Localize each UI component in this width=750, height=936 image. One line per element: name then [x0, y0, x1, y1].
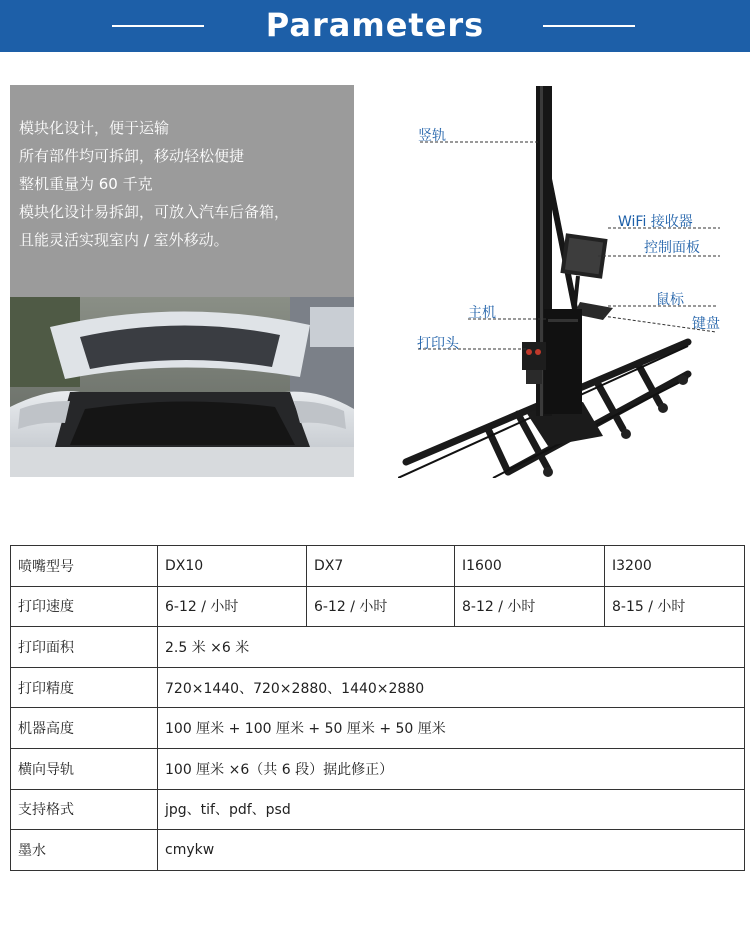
table-cell: DX7: [307, 546, 455, 587]
table-row: [11, 708, 745, 749]
table-row: [11, 748, 745, 789]
callout-mouse: 鼠标: [656, 292, 684, 308]
table-cell: DX10: [158, 546, 307, 587]
callout-host: 主机: [468, 305, 496, 321]
car-trunk-photo: [10, 297, 354, 477]
row-label: 打印精度: [11, 667, 158, 708]
description-line: 整机重量为 60 千克: [19, 175, 153, 193]
description-line: 模块化设计易拆卸，可放入汽车后备箱，: [19, 203, 290, 221]
table-row: [11, 546, 745, 587]
row-label: 机器高度: [11, 708, 158, 749]
row-label: 打印速度: [11, 586, 158, 627]
table-cell: 6-12 / 小时: [307, 586, 455, 627]
row-label: 打印面积: [11, 627, 158, 668]
table-row: [11, 789, 745, 830]
callout-keyboard: 键盘: [692, 316, 720, 332]
description-line: 且能灵活实现室内 / 室外移动。: [19, 231, 229, 249]
table-cell: 8-15 / 小时: [605, 586, 745, 627]
table-cell: 100 厘米 + 100 厘米 + 50 厘米 + 50 厘米: [158, 708, 745, 749]
header-banner: [0, 0, 750, 52]
table-cell: 2.5 米 ×6 米: [158, 627, 745, 668]
car-trunk-illustration: [10, 297, 354, 477]
page-title: Parameters: [265, 6, 485, 44]
table-row: [11, 586, 745, 627]
printer-machine-illustration: [398, 84, 740, 478]
row-label: 墨水: [11, 830, 158, 871]
description-line: 模块化设计，便于运输: [19, 119, 170, 137]
table-row: [11, 830, 745, 871]
description-panel: [10, 85, 354, 297]
machine-diagram: [398, 84, 740, 478]
callout-rail: 竖轨: [418, 128, 446, 144]
callout-wifi-receiver: WiFi 接收器: [618, 214, 693, 230]
table-row: [11, 667, 745, 708]
spec-table: [10, 545, 745, 871]
row-label: 支持格式: [11, 789, 158, 830]
table-cell: 6-12 / 小时: [158, 586, 307, 627]
callout-control-panel: 控制面板: [644, 240, 700, 256]
table-cell: 100 厘米 ×6（共 6 段）据此修正）: [158, 748, 745, 789]
row-label: 横向导轨: [11, 748, 158, 789]
callout-print-head: 打印头: [417, 336, 459, 352]
table-cell: cmykw: [158, 830, 745, 871]
row-label: 喷嘴型号: [11, 546, 158, 587]
header-right-rule: [543, 25, 635, 27]
description-line: 所有部件均可拆卸，移动轻松便捷: [19, 147, 245, 165]
table-cell: I3200: [605, 546, 745, 587]
table-cell: 8-12 / 小时: [455, 586, 605, 627]
description-lines: [19, 114, 289, 254]
table-cell: I1600: [455, 546, 605, 587]
table-row: [11, 627, 745, 668]
table-cell: 720×1440、720×2880、1440×2880: [158, 667, 745, 708]
table-cell: jpg、tif、pdf、psd: [158, 789, 745, 830]
